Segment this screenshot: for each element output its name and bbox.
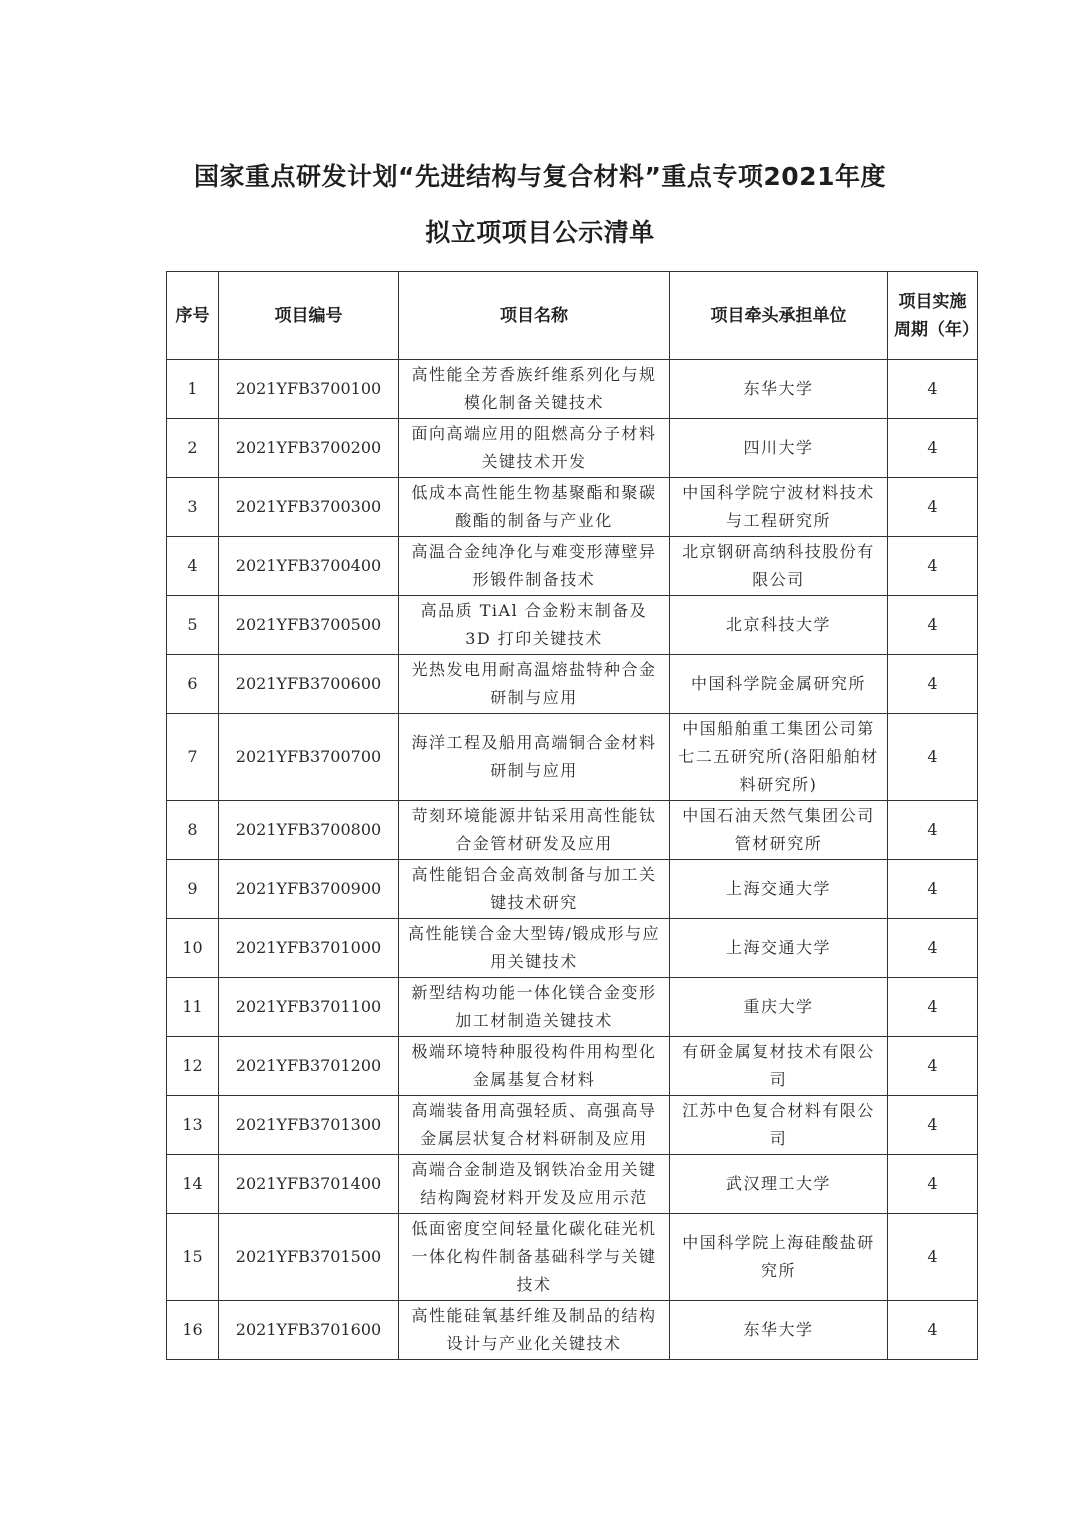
project-code-cell: 2021YFB3700900 xyxy=(219,860,399,919)
table-row xyxy=(167,419,978,478)
period-cell: 4 xyxy=(888,1037,978,1096)
table-row xyxy=(167,655,978,714)
project-name-cell: 面向高端应用的阻燃高分子材料关键技术开发 xyxy=(399,419,670,478)
table-row xyxy=(167,860,978,919)
table-header-row xyxy=(167,272,978,360)
serial-number-cell: 13 xyxy=(167,1096,219,1155)
serial-number-cell: 5 xyxy=(167,596,219,655)
project-list-table xyxy=(166,271,978,1360)
project-code-cell: 2021YFB3700200 xyxy=(219,419,399,478)
lead-unit-cell: 四川大学 xyxy=(670,419,888,478)
project-code-cell: 2021YFB3701300 xyxy=(219,1096,399,1155)
project-code-cell: 2021YFB3700700 xyxy=(219,714,399,801)
project-code-cell: 2021YFB3701600 xyxy=(219,1301,399,1360)
lead-unit-cell: 东华大学 xyxy=(670,360,888,419)
serial-number-cell: 12 xyxy=(167,1037,219,1096)
table-row xyxy=(167,978,978,1037)
serial-number-cell: 2 xyxy=(167,419,219,478)
lead-unit-cell: 东华大学 xyxy=(670,1301,888,1360)
project-name-cell: 高端装备用高强轻质、高强高导金属层状复合材料研制及应用 xyxy=(399,1096,670,1155)
lead-unit-cell: 中国科学院上海硅酸盐研究所 xyxy=(670,1214,888,1301)
table-row xyxy=(167,1155,978,1214)
lead-unit-cell: 中国石油天然气集团公司管材研究所 xyxy=(670,801,888,860)
serial-number-cell: 7 xyxy=(167,714,219,801)
period-cell: 4 xyxy=(888,860,978,919)
project-name-cell: 新型结构功能一体化镁合金变形加工材制造关键技术 xyxy=(399,978,670,1037)
serial-number-cell: 16 xyxy=(167,1301,219,1360)
serial-number-cell: 8 xyxy=(167,801,219,860)
lead-unit-cell: 北京钢研高纳科技股份有限公司 xyxy=(670,537,888,596)
header-lead-unit: 项目牵头承担单位 xyxy=(670,272,888,360)
period-cell: 4 xyxy=(888,537,978,596)
project-name-cell: 高端合金制造及钢铁冶金用关键结构陶瓷材料开发及应用示范 xyxy=(399,1155,670,1214)
lead-unit-cell: 上海交通大学 xyxy=(670,919,888,978)
period-cell: 4 xyxy=(888,919,978,978)
serial-number-cell: 15 xyxy=(167,1214,219,1301)
project-code-cell: 2021YFB3700400 xyxy=(219,537,399,596)
project-code-cell: 2021YFB3701000 xyxy=(219,919,399,978)
serial-number-cell: 1 xyxy=(167,360,219,419)
period-cell: 4 xyxy=(888,1214,978,1301)
project-code-cell: 2021YFB3700100 xyxy=(219,360,399,419)
project-name-cell: 高品质 TiAl 合金粉末制备及 3D 打印关键技术 xyxy=(399,596,670,655)
period-cell: 4 xyxy=(888,1096,978,1155)
project-code-cell: 2021YFB3701500 xyxy=(219,1214,399,1301)
table-row xyxy=(167,714,978,801)
project-name-cell: 高性能全芳香族纤维系列化与规模化制备关键技术 xyxy=(399,360,670,419)
lead-unit-cell: 武汉理工大学 xyxy=(670,1155,888,1214)
project-name-cell: 高性能硅氧基纤维及制品的结构设计与产业化关键技术 xyxy=(399,1301,670,1360)
project-name-cell: 低成本高性能生物基聚酯和聚碳酸酯的制备与产业化 xyxy=(399,478,670,537)
project-name-cell: 极端环境特种服役构件用构型化金属基复合材料 xyxy=(399,1037,670,1096)
table-row xyxy=(167,1301,978,1360)
lead-unit-cell: 重庆大学 xyxy=(670,978,888,1037)
period-cell: 4 xyxy=(888,801,978,860)
project-code-cell: 2021YFB3700500 xyxy=(219,596,399,655)
project-name-cell: 高性能镁合金大型铸/锻成形与应用关键技术 xyxy=(399,919,670,978)
project-name-cell: 低面密度空间轻量化碳化硅光机一体化构件制备基础科学与关键技术 xyxy=(399,1214,670,1301)
lead-unit-cell: 中国船舶重工集团公司第七二五研究所(洛阳船舶材料研究所) xyxy=(670,714,888,801)
project-name-cell: 苛刻环境能源井钻采用高性能钛合金管材研发及应用 xyxy=(399,801,670,860)
period-cell: 4 xyxy=(888,478,978,537)
project-name-cell: 高性能铝合金高效制备与加工关键技术研究 xyxy=(399,860,670,919)
period-cell: 4 xyxy=(888,978,978,1037)
table-row xyxy=(167,360,978,419)
table-row xyxy=(167,801,978,860)
project-code-cell: 2021YFB3701400 xyxy=(219,1155,399,1214)
lead-unit-cell: 中国科学院宁波材料技术与工程研究所 xyxy=(670,478,888,537)
table-row xyxy=(167,1096,978,1155)
serial-number-cell: 9 xyxy=(167,860,219,919)
lead-unit-cell: 有研金属复材技术有限公司 xyxy=(670,1037,888,1096)
table-row xyxy=(167,596,978,655)
header-project-name: 项目名称 xyxy=(399,272,670,360)
lead-unit-cell: 江苏中色复合材料有限公司 xyxy=(670,1096,888,1155)
lead-unit-cell: 上海交通大学 xyxy=(670,860,888,919)
header-implementation-period: 项目实施周期（年） xyxy=(888,272,978,360)
period-cell: 4 xyxy=(888,596,978,655)
table-row xyxy=(167,478,978,537)
document-title: 国家重点研发计划“先进结构与复合材料”重点专项2021年度 xyxy=(194,162,886,191)
header-serial-number: 序号 xyxy=(167,272,219,360)
table-row xyxy=(167,919,978,978)
period-cell: 4 xyxy=(888,714,978,801)
table-row xyxy=(167,537,978,596)
project-name-cell: 海洋工程及船用高端铜合金材料研制与应用 xyxy=(399,714,670,801)
project-name-cell: 高温合金纯净化与难变形薄壁异形锻件制备技术 xyxy=(399,537,670,596)
project-code-cell: 2021YFB3700600 xyxy=(219,655,399,714)
project-code-cell: 2021YFB3700300 xyxy=(219,478,399,537)
table-row xyxy=(167,1214,978,1301)
period-cell: 4 xyxy=(888,1301,978,1360)
lead-unit-cell: 中国科学院金属研究所 xyxy=(670,655,888,714)
serial-number-cell: 3 xyxy=(167,478,219,537)
serial-number-cell: 6 xyxy=(167,655,219,714)
header-project-code: 项目编号 xyxy=(219,272,399,360)
project-code-cell: 2021YFB3701200 xyxy=(219,1037,399,1096)
serial-number-cell: 14 xyxy=(167,1155,219,1214)
period-cell: 4 xyxy=(888,419,978,478)
document-subtitle: 拟立项项目公示清单 xyxy=(425,218,655,247)
period-cell: 4 xyxy=(888,1155,978,1214)
period-cell: 4 xyxy=(888,655,978,714)
project-code-cell: 2021YFB3700800 xyxy=(219,801,399,860)
period-cell: 4 xyxy=(888,360,978,419)
serial-number-cell: 10 xyxy=(167,919,219,978)
table-row xyxy=(167,1037,978,1096)
project-name-cell: 光热发电用耐高温熔盐特种合金研制与应用 xyxy=(399,655,670,714)
serial-number-cell: 11 xyxy=(167,978,219,1037)
lead-unit-cell: 北京科技大学 xyxy=(670,596,888,655)
serial-number-cell: 4 xyxy=(167,537,219,596)
project-code-cell: 2021YFB3701100 xyxy=(219,978,399,1037)
